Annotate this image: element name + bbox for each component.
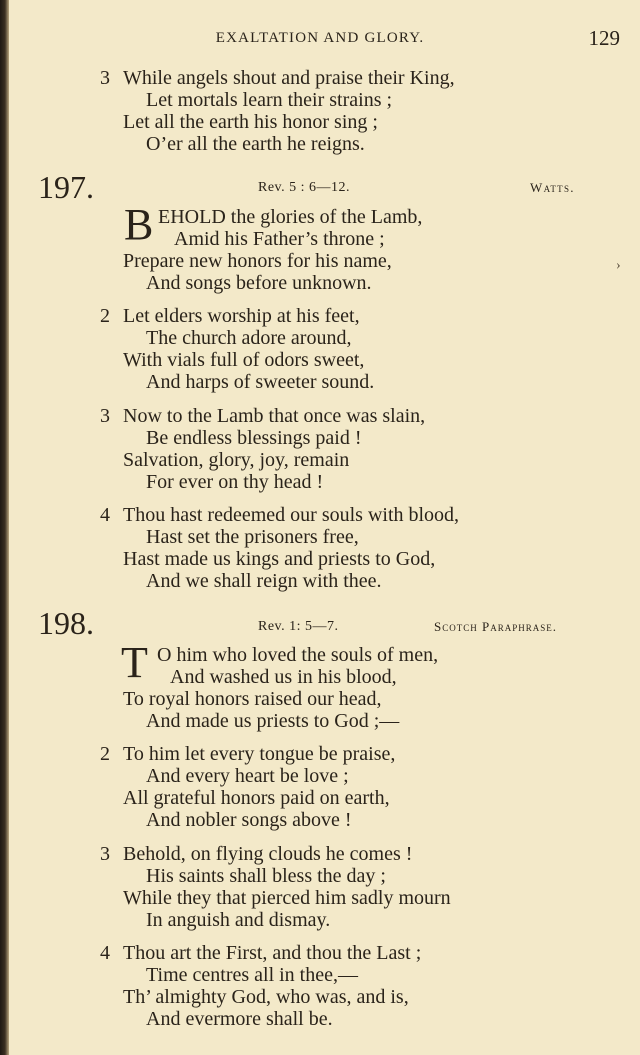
verse-number: 4 (100, 942, 110, 964)
verse-line: Let mortals learn their strains ; (146, 89, 393, 111)
verse-line: Th’ almighty God, who was, and is, (123, 986, 409, 1008)
drop-cap: T (121, 638, 148, 687)
verse-line: Hast made us kings and priests to God, (123, 548, 436, 570)
verse-line: In anguish and dismay. (146, 909, 331, 931)
margin-mark: › (616, 258, 621, 273)
verse-line: EHOLD the glories of the Lamb, (158, 206, 423, 228)
verse-line: And washed us in his blood, (170, 666, 397, 688)
scripture-reference: Rev. 5 : 6—12. (258, 180, 351, 195)
verse-line: Now to the Lamb that once was slain, (123, 405, 426, 427)
verse-line: Hast set the prisoners free, (146, 526, 359, 548)
verse-line: Prepare new honors for his name, (123, 250, 392, 272)
verse-line: Let all the earth his honor sing ; (123, 111, 378, 133)
verse-line: And songs before unknown. (146, 272, 372, 294)
verse-line: Time centres all in thee,— (146, 964, 358, 986)
verse-line: While they that pierced him sadly mourn (123, 887, 451, 909)
verse-line: To royal honors raised our head, (123, 688, 382, 710)
verse-line: To him let every tongue be praise, (123, 743, 396, 765)
verse-line: Amid his Father’s throne ; (174, 228, 385, 250)
verse-line: O him who loved the souls of men, (157, 644, 439, 666)
verse-line: Let elders worship at his feet, (123, 305, 360, 327)
verse-number: 2 (100, 305, 110, 327)
verse-line: For ever on thy head ! (146, 471, 324, 493)
verse-line: O’er all the earth he reigns. (146, 133, 365, 155)
verse-line: And made us priests to God ;— (146, 710, 400, 732)
verse-line: All grateful honors paid on earth, (123, 787, 390, 809)
verse-line: Thou hast redeemed our souls with blood, (123, 504, 460, 526)
verse-line: And evermore shall be. (146, 1008, 333, 1030)
verse-number: 3 (100, 405, 110, 427)
drop-cap: B (124, 200, 154, 249)
hymn-number: 197. (38, 169, 94, 205)
verse-line: And we shall reign with thee. (146, 570, 382, 592)
verse-line: His saints shall bless the day ; (146, 865, 386, 887)
running-header: EXALTATION AND GLORY. (215, 30, 425, 46)
verse-line: And every heart be love ; (146, 765, 349, 787)
verse-number: 3 (100, 67, 110, 89)
verse-line: With vials full of odors sweet, (123, 349, 365, 371)
hymn-number: 198. (38, 605, 94, 641)
page-number: 129 (588, 26, 620, 50)
verse-number: 3 (100, 843, 110, 865)
book-spine-shadow (0, 0, 9, 1055)
verse-line: Be endless blessings paid ! (146, 427, 362, 449)
verse-line: Behold, on flying clouds he comes ! (123, 843, 413, 865)
scripture-reference: Rev. 1: 5—7. (258, 619, 339, 634)
verse-line: The church adore around, (146, 327, 352, 349)
verse-number: 2 (100, 743, 110, 765)
verse-number: 4 (100, 504, 110, 526)
hymn-author: Scotch Paraphrase. (434, 619, 557, 634)
verse-line: And harps of sweeter sound. (146, 371, 375, 393)
verse-line: And nobler songs above ! (146, 809, 352, 831)
verse-line: Salvation, glory, joy, remain (123, 449, 350, 471)
verse-line: While angels shout and praise their King, (123, 67, 455, 89)
hymn-author: Watts. (530, 180, 575, 195)
verse-line: Thou art the First, and thou the Last ; (123, 942, 422, 964)
